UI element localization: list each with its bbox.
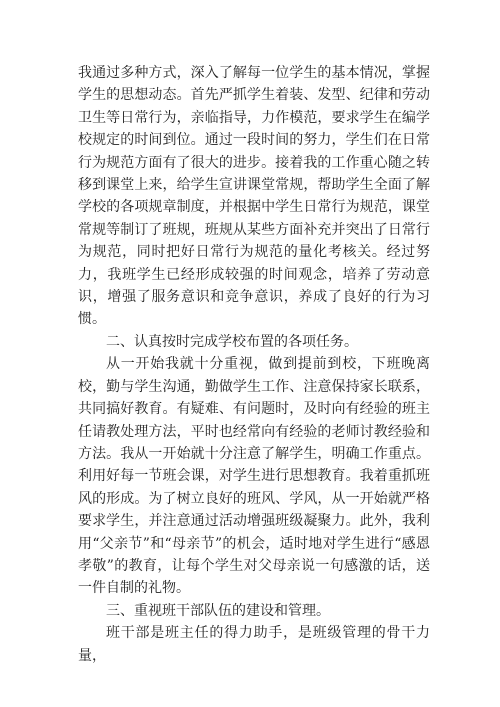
paragraph-class-cadres: 班干部是班主任的得力助手，是班级管理的骨干力量， [78,625,430,664]
section-heading-class-cadres: 三、重视班干部队伍的建设和管理。 [106,602,330,619]
document-body [78,62,430,667]
section-heading-tasks: 二、认真按时完成学校布置的各项任务。 [106,333,358,350]
paragraph-student-behavior: 我通过多种方式，深入了解每一位学生的基本情况，掌握学生的思想动态。首先严抓学生着装、发型、纪律和劳动卫生等日常行为，亲临指导，力作模范，要求学生在编学校规定的时间到位。通过一段时间的努力，学生们在日常行为规范方面有了很大的进步。接着我的工作重心随之转移到课堂上来，给学生宣讲课堂常规，帮助学生全面了解学校的各项规章制度，并根据中学生日常行为规范，课堂常规等制订了班规，班规从某些方面补充并突出了日常行为规范，同时把好日常行为规范的量化考核关。经过努力，我班学生已经形成较强的时间观念，培养了劳动意识，增强了服务意识和竞争意识，养成了良好的行为习惯。 [78,65,430,328]
paragraph-tasks: 从一开始我就十分重视，做到提前到校，下班晚离校，勤与学生沟通，勤做学生工作、注意保持家长联系，共同搞好教育。有疑难、有问题时，及时向有经验的班主任请教处理方法，平时也经常向有经验的老师讨教经验和方法。我从一开始就十分注意了解学生，明确工作重点。利用好每一节班会课，对学生进行思想教育。我着重抓班风的形成。为了树立良好的班风、学风，从一开始就严格要求学生，并注意通过活动增强班级凝聚力。此外，我利用“父亲节”和“母亲节”的机会，适时地对学生进行“感恩孝敬”的教育，让每个学生对父母亲说一句感激的话，送一件自制的礼物。 [78,356,430,597]
